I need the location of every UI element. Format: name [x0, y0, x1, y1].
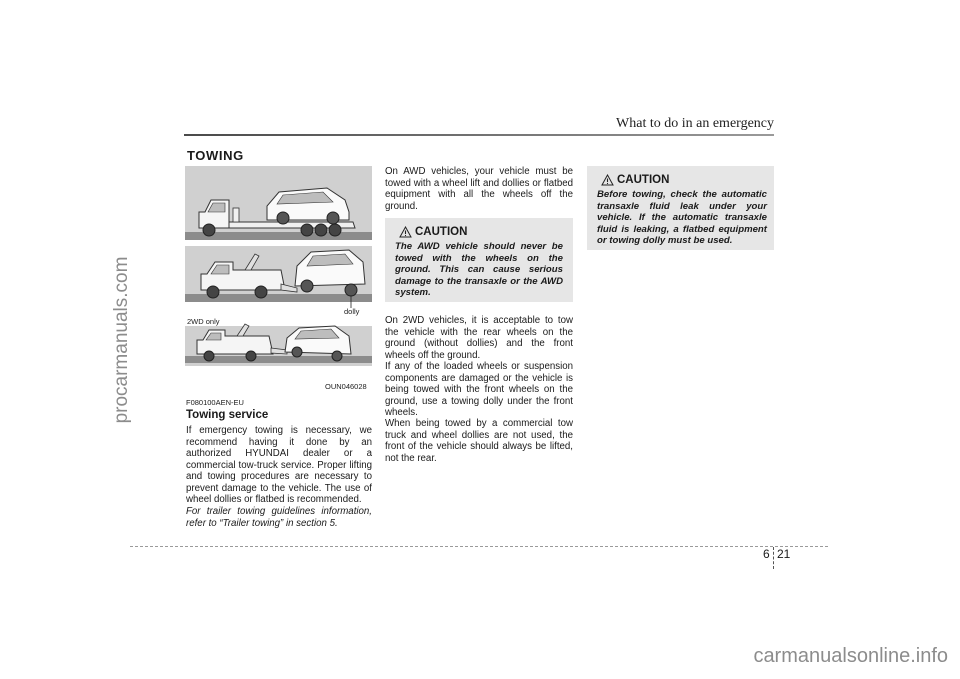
warning-triangle-icon [399, 226, 412, 238]
warning-triangle-icon [601, 174, 614, 186]
caution-box-awd [385, 218, 573, 302]
section-title: What to do in an emergency [616, 116, 774, 131]
awd-paragraph: On AWD vehicles, your vehicle must be towed with a wheel lift and dollies or flatbed equipment with all the wheels off the ground. [385, 166, 573, 212]
towing-service-paragraph: If emergency towing is necessary, we recommend having it done by an authorized HYUNDAI dealer or a commercial tow-truck service. Proper lifting and towing procedures are necessary to prevent damage to the vehicle. The use of wheel dollies or flatbed is recommended. [186, 425, 372, 505]
dolly-label: dolly [344, 307, 360, 316]
2wd-paragraph: On 2WD vehicles, it is acceptable to tow the vehicle with the rear wheels on the ground (without dollies) and the front wheels off the ground. [385, 315, 573, 361]
towing-illustration-svg [185, 166, 372, 392]
caution-title: CAUTION [617, 174, 670, 186]
dolly-tow-scene [185, 246, 372, 308]
watermark-procarmanuals: procarmanuals.com [111, 256, 132, 424]
footer-rule [130, 546, 828, 547]
wheel-lift-scene [185, 324, 372, 366]
chapter-number: 6 [763, 547, 770, 561]
caution-text: The AWD vehicle should never be towed with the wheels on the ground. This can cause serious damage to the transaxle or the AWD system. [395, 241, 563, 299]
header-rule [184, 134, 774, 136]
page-number: 21 [777, 547, 791, 561]
trailer-towing-reference: For trailer towing guidelines information, refer to “Trailer towing” in section 5. [186, 506, 372, 529]
page-heading: TOWING [187, 148, 244, 163]
towing-illustration [185, 166, 372, 392]
page-number-separator [773, 547, 774, 569]
document-code: F080100AEN-EU [186, 398, 244, 407]
flatbed-truck-scene [185, 166, 372, 240]
caution-title: CAUTION [415, 226, 468, 238]
figure-code: OUN046028 [325, 382, 367, 391]
watermark-carmanualsonline: carmanualsonline.info [753, 645, 948, 667]
caution-text: Before towing, check the automatic transaxle fluid leak under your vehicle. If the automatic transaxle fluid is leaking, a flatbed equipment or towing dolly must be used. [597, 189, 767, 247]
towing-service-heading: Towing service [186, 409, 269, 421]
2wd-only-label: 2WD only [187, 317, 220, 326]
caution-box-transaxle [587, 166, 774, 250]
commercial-tow-paragraph: When being towed by a commercial tow truck and wheel dollies are not used, the front of the vehicle should always be lifted, not the rear. [385, 418, 573, 464]
dolly-paragraph: If any of the loaded wheels or suspension components are damaged or the vehicle is being towed with the front wheels on the ground, use a towing dolly under the front wheels. [385, 361, 573, 418]
